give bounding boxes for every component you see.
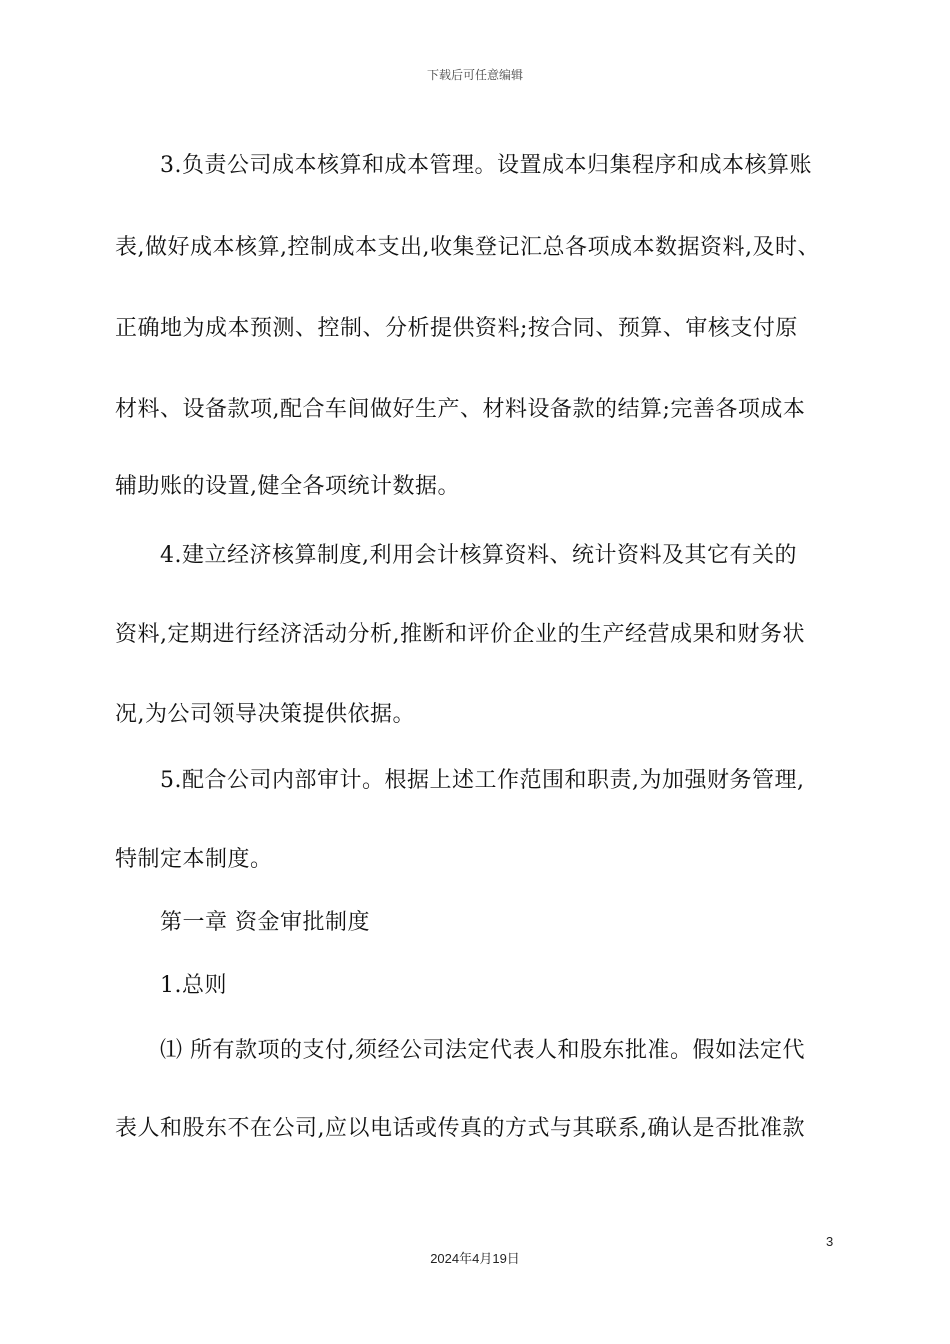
body-line: ⑴ 所有款项的支付,须经公司法定代表人和股东批准。假如法定代 bbox=[160, 1038, 805, 1063]
body-line: 特制定本制度。 bbox=[115, 847, 273, 872]
body-line: 况,为公司领导决策提供依据。 bbox=[115, 702, 415, 727]
footer-date: 2024年4月19日 bbox=[430, 1251, 520, 1266]
body-line: 表,做好成本核算,控制成本支出,收集登记汇总各项成本数据资料,及时、 bbox=[115, 235, 820, 260]
body-line: 资料,定期进行经济活动分析,推断和评价企业的生产经营成果和财务状 bbox=[115, 622, 805, 647]
body-line: 辅助账的设置,健全各项统计数据。 bbox=[115, 474, 460, 499]
section-heading: 1.总则 bbox=[160, 973, 227, 998]
body-line: 正确地为成本预测、控制、分析提供资料;按合同、预算、审核支付原 bbox=[115, 316, 798, 341]
body-line: 5.配合公司内部审计。根据上述工作范围和职责,为加强财务管理, bbox=[160, 768, 805, 793]
body-line: 3.负责公司成本核算和成本管理。设置成本归集程序和成本核算账 bbox=[160, 153, 812, 178]
body-line: 4.建立经济核算制度,利用会计核算资料、统计资料及其它有关的 bbox=[160, 543, 797, 568]
body-line: 材料、设备款项,配合车间做好生产、材料设备款的结算;完善各项成本 bbox=[115, 397, 806, 422]
body-line: 表人和股东不在公司,应以电话或传真的方式与其联系,确认是否批准款 bbox=[115, 1116, 805, 1141]
page-header: 下载后可任意编辑 bbox=[426, 68, 523, 82]
page-number: 3 bbox=[826, 1234, 834, 1249]
chapter-heading: 第一章 资金审批制度 bbox=[160, 910, 370, 935]
